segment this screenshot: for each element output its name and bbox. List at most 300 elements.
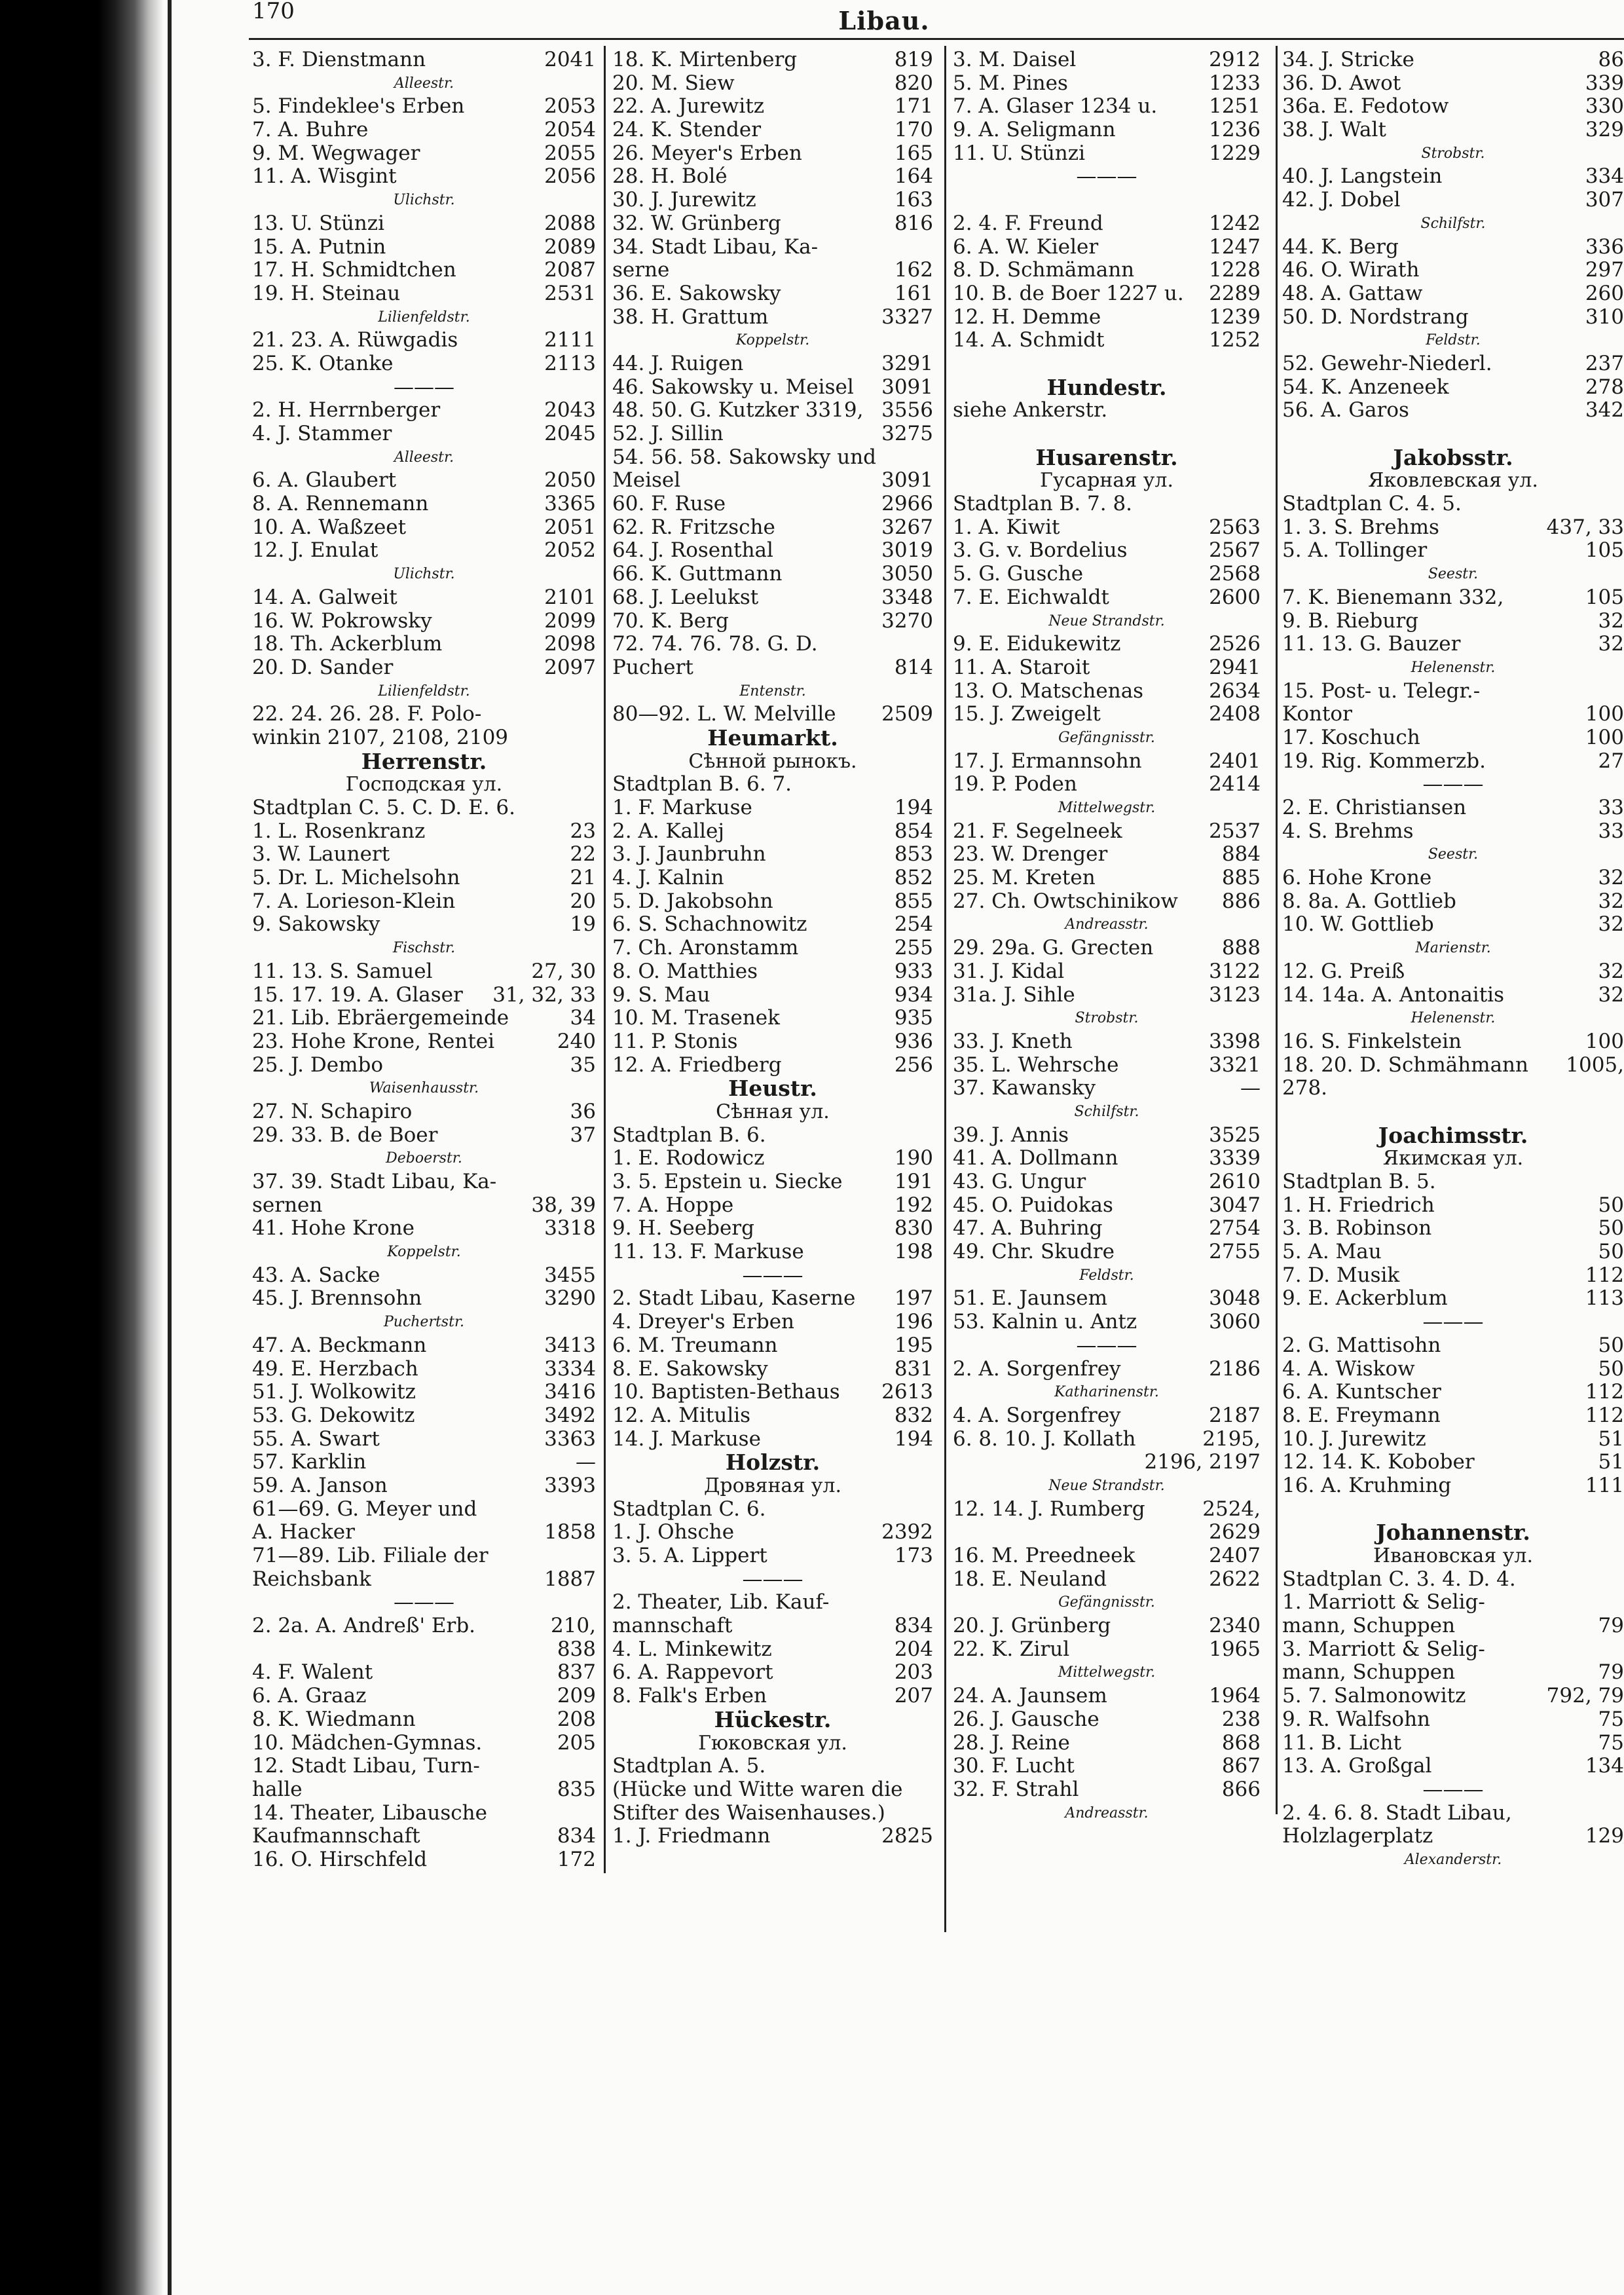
directory-entry bbox=[252, 212, 596, 236]
entry-number: 32 bbox=[1598, 912, 1624, 937]
entry-text: 36. D. Awot bbox=[1282, 71, 1401, 95]
entry-text: 11. U. Stünzi bbox=[953, 141, 1086, 165]
entry-number: 3048 bbox=[1209, 1286, 1261, 1311]
entry-number: 3393 bbox=[544, 1473, 596, 1497]
directory-entry bbox=[953, 236, 1261, 259]
directory-entry bbox=[612, 937, 933, 960]
entry-text: 5. G. Gusche bbox=[953, 562, 1084, 586]
directory-entry bbox=[953, 1638, 1261, 1662]
entry-number: — bbox=[1240, 1076, 1261, 1100]
entry-text: 15. J. Zweigelt bbox=[953, 702, 1101, 726]
street-name-russian bbox=[252, 773, 596, 796]
entry-text: Feldstr. bbox=[1426, 332, 1481, 349]
entry-text: Stadtplan B. 6. 7. bbox=[612, 772, 792, 796]
entry-text: 31. J. Kidal bbox=[953, 959, 1065, 983]
entry-text: 10. B. de Boer 1227 u. bbox=[953, 281, 1184, 305]
directory-entry bbox=[612, 516, 933, 540]
entry-text: 52. Gewehr-Niederl. bbox=[1282, 351, 1492, 375]
entry-number: 38, 39 bbox=[531, 1193, 596, 1217]
directory-entry bbox=[1282, 48, 1624, 72]
entry-text: 17. H. Schmidtchen bbox=[252, 258, 456, 282]
entry-number: 3122 bbox=[1209, 959, 1261, 983]
entry-text: 47. A. Buhring bbox=[953, 1216, 1103, 1241]
entry-number: 197 bbox=[894, 1286, 933, 1311]
directory-entry bbox=[612, 1802, 933, 1825]
directory-entry bbox=[612, 119, 933, 142]
entry-text: 14. J. Markuse bbox=[612, 1427, 761, 1451]
entry-text: 44. J. Ruigen bbox=[612, 351, 744, 375]
entry-text: Lilienfeldstr. bbox=[378, 682, 470, 700]
entry-number: 831 bbox=[894, 1356, 933, 1381]
entry-text: 12. 14. K. Kobober bbox=[1282, 1450, 1475, 1474]
entry-text: 6. Hohe Krone bbox=[1282, 866, 1432, 890]
entry-text: 11. B. Licht bbox=[1282, 1730, 1401, 1755]
entry-number: 207 bbox=[894, 1684, 933, 1708]
directory-column-3 bbox=[953, 48, 1261, 1825]
entry-number: 2099 bbox=[544, 608, 596, 633]
entry-number: 2568 bbox=[1209, 562, 1261, 586]
entry-number: 240 bbox=[557, 1029, 596, 1053]
entry-number: 936 bbox=[894, 1029, 933, 1053]
entry-text: ——— bbox=[1422, 772, 1484, 796]
directory-entry bbox=[953, 1311, 1261, 1334]
entry-text: 9. S. Mau bbox=[612, 982, 710, 1007]
directory-entry bbox=[252, 1568, 596, 1592]
entry-text: 21. F. Segelneek bbox=[953, 819, 1122, 843]
entry-text: Сѣнной рынокъ. bbox=[688, 749, 857, 773]
entry-text: 24. A. Jaunsem bbox=[953, 1684, 1107, 1708]
entry-number: 204 bbox=[894, 1637, 933, 1661]
street-name-russian bbox=[612, 750, 933, 774]
entry-text: 61—69. G. Meyer und bbox=[252, 1497, 477, 1521]
entry-text: 5. M. Pines bbox=[953, 71, 1068, 95]
entry-text: 11. A. Wisgint bbox=[252, 164, 397, 189]
entry-number: 342 bbox=[1585, 398, 1624, 422]
entry-text: 3. B. Robinson bbox=[1282, 1216, 1432, 1241]
street-heading bbox=[1282, 446, 1624, 470]
entry-text: 15. A. Putnin bbox=[252, 234, 386, 259]
entry-text: Hundestr. bbox=[1046, 374, 1167, 400]
cross-street-label bbox=[252, 1147, 596, 1170]
directory-entry bbox=[953, 750, 1261, 774]
entry-number: 112 bbox=[1585, 1380, 1624, 1404]
directory-entry bbox=[1282, 1451, 1624, 1474]
entry-text: 4. Dreyer's Erben bbox=[612, 1310, 795, 1334]
directory-entry bbox=[612, 1287, 933, 1311]
directory-entry bbox=[252, 843, 596, 867]
entry-number: 2089 bbox=[544, 234, 596, 259]
directory-entry bbox=[252, 633, 596, 656]
entry-text: 70. K. Berg bbox=[612, 608, 729, 633]
entry-text: 6. S. Schachnowitz bbox=[612, 912, 807, 937]
entry-number: 792, 79 bbox=[1546, 1684, 1624, 1708]
header-rule bbox=[249, 38, 1624, 40]
directory-entry bbox=[953, 937, 1261, 960]
entry-text: Feldstr. bbox=[1079, 1267, 1134, 1284]
directory-entry bbox=[953, 1685, 1261, 1708]
entry-text: serne bbox=[612, 258, 670, 282]
directory-entry bbox=[252, 1054, 596, 1077]
cross-street-label bbox=[612, 680, 933, 703]
entry-text: 21. Lib. Ebräergemeinde bbox=[252, 1006, 509, 1030]
directory-entry bbox=[612, 259, 933, 282]
entry-number: 3019 bbox=[881, 538, 933, 563]
entry-number: 2941 bbox=[1209, 655, 1261, 679]
directory-entry bbox=[252, 890, 596, 914]
directory-column-2 bbox=[612, 48, 933, 1848]
entry-text: 18. K. Mirtenberg bbox=[612, 48, 798, 71]
directory-entry bbox=[612, 539, 933, 563]
cross-street-label bbox=[612, 329, 933, 352]
directory-entry bbox=[953, 1054, 1261, 1077]
directory-entry bbox=[953, 1521, 1261, 1544]
directory-entry bbox=[1282, 1264, 1624, 1288]
entry-text: 68. J. Leelukst bbox=[612, 585, 759, 609]
directory-entry bbox=[612, 422, 933, 446]
directory-entry bbox=[953, 516, 1261, 540]
directory-entry bbox=[612, 1217, 933, 1241]
section-divider bbox=[953, 1334, 1261, 1358]
entry-text: 36. E. Sakowsky bbox=[612, 281, 781, 305]
entry-text: 2. Theater, Lib. Kauf- bbox=[612, 1590, 830, 1614]
directory-entry bbox=[612, 399, 933, 422]
entry-text: 23. W. Drenger bbox=[953, 842, 1108, 867]
directory-entry bbox=[612, 1241, 933, 1264]
entry-text: 5. Findeklee's Erben bbox=[252, 94, 465, 119]
entry-text: mannschaft bbox=[612, 1614, 733, 1638]
entry-text: 41. A. Dollmann bbox=[953, 1146, 1118, 1170]
directory-entry bbox=[252, 1007, 596, 1030]
entry-number: 2629 bbox=[1209, 1520, 1261, 1544]
entry-number: 339 bbox=[1585, 71, 1624, 95]
entry-text: 62. R. Fritzsche bbox=[612, 515, 775, 539]
entry-text: 42. J. Dobel bbox=[1282, 188, 1401, 212]
directory-entry bbox=[612, 656, 933, 680]
directory-entry bbox=[1282, 1825, 1624, 1848]
entry-number: 210, bbox=[550, 1614, 596, 1638]
directory-entry bbox=[252, 1638, 596, 1662]
entry-text: 8. A. Rennemann bbox=[252, 492, 429, 516]
entry-text: Husarenstr. bbox=[1035, 444, 1178, 470]
entry-number: 3363 bbox=[544, 1427, 596, 1451]
directory-entry bbox=[953, 1287, 1261, 1311]
directory-entry bbox=[612, 703, 933, 726]
entry-number: 838 bbox=[557, 1637, 596, 1661]
entry-text: 26. Meyer's Erben bbox=[612, 141, 802, 165]
directory-entry bbox=[1282, 1054, 1624, 1077]
directory-entry bbox=[953, 259, 1261, 282]
directory-entry bbox=[953, 1030, 1261, 1054]
directory-entry bbox=[612, 352, 933, 376]
entry-number: 835 bbox=[557, 1777, 596, 1801]
entry-text: Andreasstr. bbox=[1065, 916, 1149, 933]
entry-text: 7. A. Buhre bbox=[252, 118, 369, 142]
directory-entry bbox=[1282, 1170, 1624, 1194]
entry-text: 38. J. Walt bbox=[1282, 118, 1386, 142]
entry-number: 3556 bbox=[881, 398, 933, 422]
entry-text: Jakobsstr. bbox=[1393, 444, 1513, 470]
directory-entry bbox=[953, 1498, 1261, 1521]
entry-number: 2289 bbox=[1209, 281, 1261, 305]
entry-text: Stadtplan B. 5. bbox=[1282, 1170, 1436, 1193]
entry-number: 203 bbox=[894, 1660, 933, 1685]
entry-text: Дровяная ул. bbox=[703, 1474, 842, 1497]
entry-text: Господская ул. bbox=[345, 773, 503, 796]
entry-number: 2414 bbox=[1209, 772, 1261, 796]
directory-entry bbox=[1282, 1685, 1624, 1708]
entry-text: 24. K. Stender bbox=[612, 118, 762, 142]
entry-number: 816 bbox=[894, 211, 933, 235]
entry-number: 2052 bbox=[544, 538, 596, 563]
directory-entry bbox=[1282, 1732, 1624, 1755]
directory-entry bbox=[612, 1311, 933, 1334]
directory-entry bbox=[1282, 867, 1624, 890]
entry-text: 53. G. Dekowitz bbox=[252, 1403, 415, 1427]
entry-text: Ulichstr. bbox=[393, 566, 455, 583]
entry-number: 3060 bbox=[1209, 1310, 1261, 1334]
entry-text: Reichsbank bbox=[252, 1567, 371, 1591]
directory-entry bbox=[1282, 306, 1624, 329]
directory-entry bbox=[953, 1614, 1261, 1638]
directory-entry bbox=[252, 1732, 596, 1755]
entry-text: 3. 5. Epstein u. Siecke bbox=[612, 1170, 843, 1193]
directory-entry bbox=[1282, 1614, 1624, 1638]
entry-text: Hückestr. bbox=[714, 1706, 832, 1732]
entry-text: Stadtplan A. 5. bbox=[612, 1754, 766, 1778]
entry-number: 32 bbox=[1598, 982, 1624, 1007]
entry-text: 8. Falk's Erben bbox=[612, 1684, 767, 1708]
entry-text: 46. O. Wirath bbox=[1282, 258, 1420, 282]
entry-number: 867 bbox=[1221, 1754, 1261, 1778]
entry-number: 194 bbox=[894, 1427, 933, 1451]
directory-entry bbox=[953, 1732, 1261, 1755]
entry-text: 25. M. Kreten bbox=[953, 866, 1096, 890]
cross-street-label bbox=[252, 1077, 596, 1100]
entry-number: 1251 bbox=[1209, 94, 1261, 119]
entry-number: 1228 bbox=[1209, 258, 1261, 282]
entry-text: 3. J. Jaunbruhn bbox=[612, 842, 766, 867]
entry-text: 4. J. Stammer bbox=[252, 422, 392, 445]
entry-number: 437, 33 bbox=[1546, 515, 1624, 539]
entry-text: 1. F. Markuse bbox=[612, 796, 752, 819]
entry-text: 9. H. Seeberg bbox=[612, 1216, 754, 1241]
entry-text: 48. A. Gattaw bbox=[1282, 281, 1423, 305]
entry-number: 75 bbox=[1598, 1730, 1624, 1755]
directory-entry bbox=[612, 493, 933, 516]
directory-entry bbox=[612, 189, 933, 212]
entry-number: 2043 bbox=[544, 398, 596, 422]
entry-text: 278. bbox=[1282, 1076, 1328, 1100]
entry-number: 112 bbox=[1585, 1263, 1624, 1287]
directory-entry bbox=[953, 960, 1261, 984]
running-head: Libau. bbox=[838, 6, 930, 35]
directory-entry bbox=[1282, 960, 1624, 984]
directory-column-4 bbox=[1282, 48, 1624, 1872]
entry-number: 329 bbox=[1585, 118, 1624, 142]
directory-entry bbox=[252, 95, 596, 119]
directory-entry bbox=[252, 282, 596, 306]
entry-text: 13. A. Großgal bbox=[1282, 1754, 1432, 1778]
directory-entry bbox=[612, 1054, 933, 1077]
entry-text: 27. Ch. Owtschinikow bbox=[953, 889, 1178, 913]
entry-text: 9. M. Wegwager bbox=[252, 141, 420, 165]
entry-number: 2754 bbox=[1209, 1216, 1261, 1241]
directory-entry bbox=[252, 586, 596, 610]
entry-number: 3050 bbox=[881, 562, 933, 586]
entry-number: 37 bbox=[570, 1123, 596, 1147]
entry-text: 12. 14. J. Rumberg bbox=[953, 1497, 1145, 1521]
entry-number: 2567 bbox=[1209, 538, 1261, 563]
cross-street-label bbox=[252, 563, 596, 586]
entry-number: 35 bbox=[570, 1053, 596, 1077]
entry-text: (Hücke und Witte waren die bbox=[612, 1777, 903, 1801]
entry-text: 17. Koschuch bbox=[1282, 725, 1420, 749]
directory-entry bbox=[612, 563, 933, 586]
directory-entry bbox=[953, 189, 1261, 212]
entry-number: 819 bbox=[894, 48, 933, 71]
entry-number: 1858 bbox=[544, 1520, 596, 1544]
entry-text: Seestr. bbox=[1428, 846, 1479, 863]
directory-entry bbox=[953, 1428, 1261, 1451]
entry-text: Koppelstr. bbox=[387, 1244, 461, 1261]
directory-entry bbox=[953, 1147, 1261, 1170]
entry-text: 6. A. Rappevort bbox=[612, 1660, 773, 1685]
entry-text: 34. Stadt Libau, Ka- bbox=[612, 234, 819, 259]
entry-number: 100 bbox=[1585, 1029, 1624, 1053]
directory-entry bbox=[612, 1755, 933, 1778]
entry-text: Alleestr. bbox=[394, 449, 454, 466]
directory-entry bbox=[1282, 1498, 1624, 1521]
entry-text: 6. A. Kuntscher bbox=[1282, 1380, 1441, 1404]
directory-entry bbox=[1282, 1802, 1624, 1825]
entry-text: 11. 13. F. Markuse bbox=[612, 1240, 804, 1264]
directory-entry bbox=[252, 610, 596, 633]
entry-text: 9. E. Ackerblum bbox=[1282, 1286, 1448, 1311]
entry-number: 50 bbox=[1598, 1356, 1624, 1381]
entry-number: 334 bbox=[1585, 164, 1624, 189]
directory-entry bbox=[612, 913, 933, 937]
directory-entry bbox=[1282, 1428, 1624, 1451]
directory-entry bbox=[612, 1685, 933, 1708]
entry-number: 32 bbox=[1598, 632, 1624, 656]
entry-number: 1229 bbox=[1209, 141, 1261, 165]
directory-entry bbox=[612, 306, 933, 329]
directory-entry bbox=[1282, 913, 1624, 937]
entry-number: 2088 bbox=[544, 211, 596, 235]
directory-entry bbox=[252, 1661, 596, 1685]
entry-text: 5. Dr. L. Michelsohn bbox=[252, 866, 460, 890]
entry-text: 1. J. Friedmann bbox=[612, 1824, 771, 1848]
entry-text: Heustr. bbox=[728, 1075, 817, 1102]
entry-text: 37. Kawansky bbox=[953, 1076, 1096, 1100]
entry-number: 2392 bbox=[881, 1520, 933, 1544]
entry-number: 2196, 2197 bbox=[1144, 1450, 1261, 1474]
entry-text: 30. F. Lucht bbox=[953, 1754, 1075, 1778]
directory-entry bbox=[1282, 376, 1624, 400]
entry-number: 86 bbox=[1598, 48, 1624, 71]
entry-text: 18. E. Neuland bbox=[953, 1567, 1107, 1591]
entry-text: 16. W. Pokrowsky bbox=[252, 608, 432, 633]
directory-entry bbox=[252, 1381, 596, 1404]
entry-text: Koppelstr. bbox=[735, 332, 810, 349]
entry-text: 12. J. Enulat bbox=[252, 538, 378, 563]
entry-text: 14. A. Galweit bbox=[252, 585, 397, 609]
directory-entry bbox=[612, 1498, 933, 1521]
cross-street-label bbox=[953, 726, 1261, 750]
entry-text: 3. Marriott & Selig- bbox=[1282, 1637, 1485, 1661]
directory-entry bbox=[252, 165, 596, 189]
entry-number: 853 bbox=[894, 842, 933, 867]
entry-number: 113 bbox=[1585, 1286, 1624, 1311]
directory-entry bbox=[953, 680, 1261, 703]
cross-street-label bbox=[953, 1100, 1261, 1124]
entry-number: 1252 bbox=[1209, 328, 1261, 352]
entry-text: Marienstr. bbox=[1415, 940, 1491, 957]
entry-number: 260 bbox=[1585, 281, 1624, 305]
cross-street-label bbox=[1282, 843, 1624, 867]
directory-entry bbox=[612, 165, 933, 189]
directory-entry bbox=[1282, 726, 1624, 750]
entry-number: 198 bbox=[894, 1240, 933, 1264]
entry-number: 2613 bbox=[881, 1380, 933, 1404]
entry-text: 27. N. Schapiro bbox=[252, 1099, 413, 1123]
street-heading bbox=[252, 750, 596, 774]
entry-text: 44. K. Berg bbox=[1282, 234, 1399, 259]
directory-entry bbox=[1282, 1474, 1624, 1498]
entry-text: 34. J. Stricke bbox=[1282, 48, 1414, 71]
directory-entry bbox=[953, 306, 1261, 329]
entry-number: 307 bbox=[1585, 188, 1624, 212]
entry-number: 2610 bbox=[1209, 1170, 1261, 1193]
directory-entry bbox=[252, 820, 596, 844]
entry-text: 7. E. Eichwaldt bbox=[953, 585, 1109, 609]
directory-entry bbox=[953, 1077, 1261, 1100]
entry-number: 23 bbox=[570, 819, 596, 843]
directory-entry bbox=[252, 703, 596, 726]
directory-entry bbox=[612, 1334, 933, 1358]
entry-text: 43. A. Sacke bbox=[252, 1263, 380, 1287]
entry-text: 16. S. Finkelstein bbox=[1282, 1029, 1462, 1053]
directory-entry bbox=[953, 329, 1261, 352]
directory-entry bbox=[612, 1614, 933, 1638]
entry-number: 1887 bbox=[544, 1567, 596, 1591]
entry-text: 3. F. Dienstmann bbox=[252, 48, 426, 71]
entry-text: 10. Baptisten-Bethaus bbox=[612, 1380, 840, 1404]
directory-entry bbox=[953, 142, 1261, 166]
entry-text: Schilfstr. bbox=[1074, 1103, 1139, 1120]
entry-text: 25. J. Dembo bbox=[252, 1053, 383, 1077]
directory-entry bbox=[953, 867, 1261, 890]
directory-entry bbox=[612, 1825, 933, 1848]
directory-entry bbox=[1282, 1661, 1624, 1685]
entry-text: 40. J. Langstein bbox=[1282, 164, 1443, 189]
directory-entry bbox=[612, 1030, 933, 1054]
entry-text: 7. D. Musik bbox=[1282, 1263, 1400, 1287]
entry-number: 205 bbox=[557, 1730, 596, 1755]
entry-number: 27, 30 bbox=[531, 959, 596, 983]
entry-number: 3327 bbox=[881, 305, 933, 329]
street-name-russian bbox=[612, 1100, 933, 1124]
cross-street-label bbox=[1282, 937, 1624, 960]
section-divider bbox=[612, 1568, 933, 1592]
directory-entry bbox=[252, 236, 596, 259]
entry-text: Gefängnisstr. bbox=[1058, 729, 1155, 746]
entry-text: 9. B. Rieburg bbox=[1282, 608, 1418, 633]
cross-street-label bbox=[1282, 563, 1624, 586]
directory-entry bbox=[612, 1544, 933, 1568]
entry-text: 57. Karklin bbox=[252, 1450, 367, 1474]
entry-text: 41. Hohe Krone bbox=[252, 1216, 415, 1241]
